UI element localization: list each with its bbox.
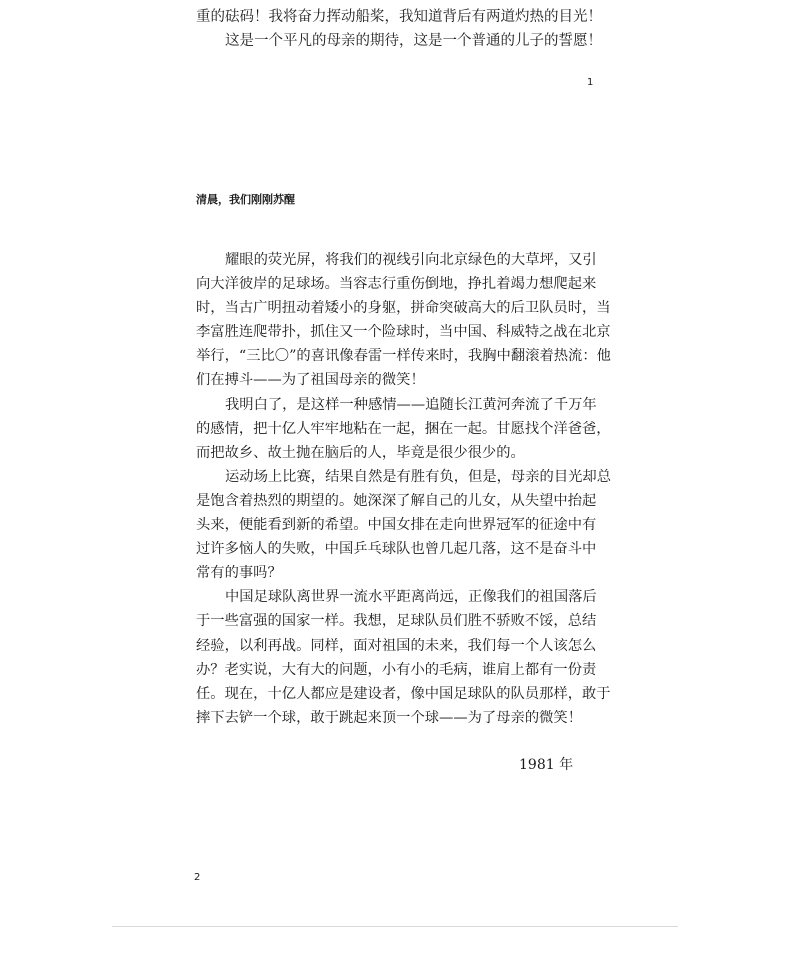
- text-line: 经验，以利再战。同样，面对祖国的未来，我们每一个人该怎么: [196, 637, 597, 654]
- paragraph: [196, 465, 612, 585]
- text-line: 于一些富强的国家一样。我想，足球队员们胜不骄败不馁，总结: [196, 613, 597, 630]
- text-line: 我明白了，是这样一种感情——追随长江黄河奔流了千万年: [225, 396, 597, 413]
- date-signature: 1981 年: [519, 757, 574, 773]
- previous-page-tail: [196, 5, 602, 53]
- text-line: 头来，便能看到新的希望。中国女排在走向世界冠军的征途中有: [196, 517, 597, 534]
- text-line: 摔下去铲一个球，敢于跳起来顶一个球——为了母亲的微笑！: [196, 709, 583, 726]
- text-line: 李富胜连爬带扑，抓住又一个险球时，当中国、科威特之战在北京: [196, 324, 611, 341]
- article-body: [196, 248, 612, 730]
- text-line: 是饱含着热烈的期望的。她深深了解自己的儿女，从失望中抬起: [196, 492, 597, 509]
- text-line: 时，当古广明扭动着矮小的身躯，拼命突破高大的后卫队员时，当: [196, 300, 611, 317]
- text-line: 举行，“三比〇”的喜讯像春雷一样传来时，我胸中翻滚着热流：他: [196, 348, 611, 365]
- text-line: 耀眼的荧光屏，将我们的视线引向北京绿色的大草坪，又引: [225, 252, 597, 268]
- text-line: 任。现在，十亿人都应是建设者，像中国足球队的队员那样，敢于: [196, 685, 611, 702]
- page-number: 2: [194, 872, 201, 883]
- text-line: 的感情，把十亿人牢牢地粘在一起，捆在一起。甘愿找个洋爸爸，: [196, 420, 611, 437]
- running-head: 清晨，我们刚刚苏醒: [196, 193, 295, 206]
- text-line: 向大洋彼岸的足球场。当容志行重伤倒地，挣扎着竭力想爬起来: [196, 276, 597, 293]
- page-divider: [112, 926, 678, 927]
- text-line: 中国足球队离世界一流水平距离尚远，正像我们的祖国落后: [225, 589, 597, 606]
- text-line: 们在搏斗——为了祖国母亲的微笑！: [196, 372, 425, 389]
- text-line: 而把故乡、故土抛在脑后的人，毕竟是很少很少的。: [196, 444, 525, 461]
- prev-page-line: 重的砝码！我将奋力挥动船桨，我知道背后有两道灼热的目光！: [196, 9, 602, 25]
- paragraph: [196, 248, 611, 393]
- text-line: 常有的事吗？: [196, 565, 282, 582]
- text-line: 办？老实说，大有大的问题，小有小的毛病，谁肩上都有一份责: [196, 661, 597, 678]
- text-line: 过许多恼人的失败，中国乒乓球队也曾几起几落，这不是奋斗中: [196, 541, 597, 558]
- text-line: 运动场上比赛，结果自然是有胜有负，但是，母亲的目光却总: [225, 468, 612, 485]
- prev-page-line: 这是一个平凡的母亲的期待，这是一个普通的儿子的誓愿！: [225, 33, 602, 49]
- page-number-previous: 1: [587, 77, 594, 88]
- paragraph: [196, 393, 611, 465]
- paragraph: [196, 585, 611, 730]
